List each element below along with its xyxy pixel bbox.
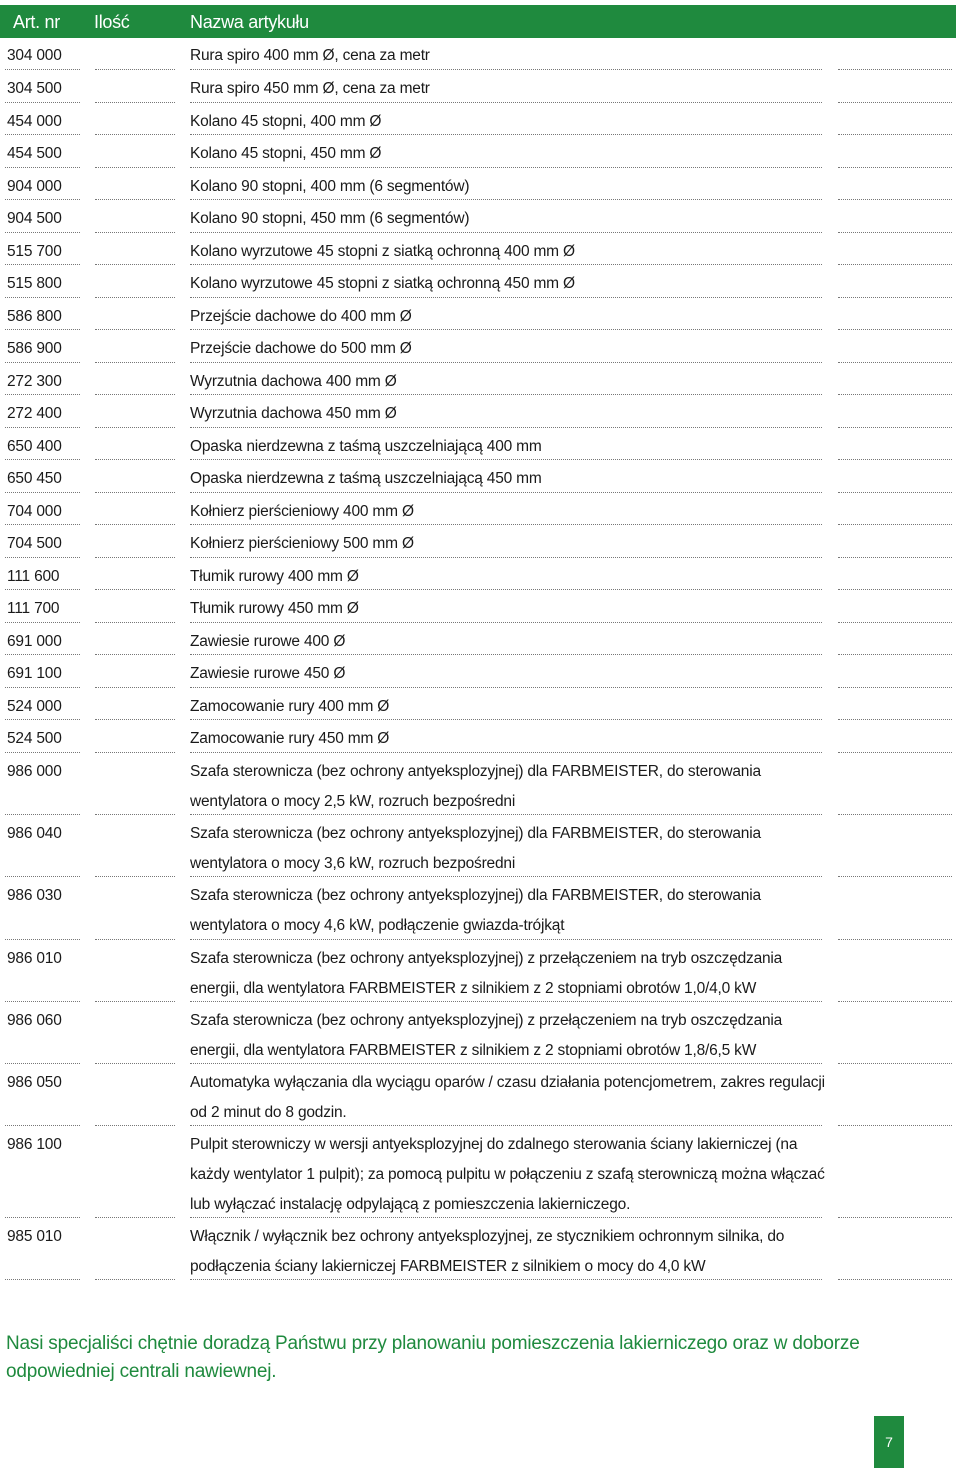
quantity-field[interactable] (95, 134, 175, 135)
dotted-rule (838, 102, 952, 103)
dotted-rule (838, 1279, 952, 1280)
dotted-rule (190, 492, 822, 493)
table-row (0, 169, 960, 202)
table-row (0, 38, 960, 71)
table-row (0, 104, 960, 137)
table-row (0, 136, 960, 169)
dotted-rule (838, 232, 952, 233)
article-name: Przejście dachowe do 400 mm Ø (190, 307, 412, 325)
article-name: Pulpit sterowniczy w wersji antyeksplozyjnej do zdalnego sterowania ściany lakierniczej (na każdy wentylator 1 pulpit); za pomocą pulpitu w połączeniu z szafą sterowniczą można włączać lub wyłączać instalację odpylającą z pomieszczenia lakierniczego. (190, 1136, 825, 1213)
dotted-rule (838, 524, 952, 525)
table-row (0, 624, 960, 657)
dotted-rule (5, 199, 80, 200)
dotted-rule (5, 394, 80, 395)
dotted-rule (5, 752, 80, 753)
table-row (0, 1219, 960, 1281)
table-row (0, 816, 960, 879)
dotted-rule (5, 876, 80, 877)
article-name: Automatyka wyłączania dla wyciągu oparów / czasu działania potencjometrem, zakres regulacji od 2 minut do 8 godzin. (190, 1074, 825, 1121)
dotted-rule (190, 1001, 822, 1002)
article-number: 586 800 (7, 307, 62, 325)
article-number: 586 900 (7, 340, 62, 357)
quantity-field[interactable] (95, 1125, 175, 1126)
article-number: 986 010 (7, 949, 62, 967)
dotted-rule (5, 1279, 80, 1280)
dotted-rule (838, 167, 952, 168)
dotted-rule (190, 134, 822, 135)
dotted-rule (5, 492, 80, 493)
dotted-rule (190, 264, 822, 265)
dotted-rule (5, 134, 80, 135)
article-name: Włącznik / wyłącznik bez ochrony antyeksplozyjnej, ze stycznikiem ochronnym silnika, do podłączenia ściany lakierniczej FARBMEISTER z silnikiem o mocy do 4,0 kW (190, 1228, 785, 1275)
dotted-rule (5, 264, 80, 265)
quantity-field[interactable] (95, 69, 175, 70)
article-number: 704 000 (7, 502, 62, 520)
article-name: Kolano wyrzutowe 45 stopni z siatką ochronną 450 mm Ø (190, 275, 575, 292)
dotted-rule (5, 232, 80, 233)
table-row (0, 941, 960, 1004)
article-name: Szafa sterownicza (bez ochrony antyeksplozyjnej) dla FARBMEISTER, do sterowania wentylatora o mocy 2,5 kW, rozruch bezpośredni (190, 762, 761, 810)
dotted-rule (838, 1063, 952, 1064)
article-number: 524 000 (7, 697, 62, 715)
article-number: 986 000 (7, 762, 62, 780)
article-name: Kolano 90 stopni, 450 mm (6 segmentów) (190, 210, 470, 227)
table-row (0, 494, 960, 527)
article-name: Tłumik rurowy 450 mm Ø (190, 600, 359, 617)
dotted-rule (190, 589, 822, 590)
article-number: 524 500 (7, 730, 62, 747)
dotted-rule (190, 199, 822, 200)
quantity-field[interactable] (95, 589, 175, 590)
article-number: 986 060 (7, 1012, 62, 1029)
dotted-rule (190, 654, 822, 655)
dotted-rule (190, 459, 822, 460)
article-number: 650 450 (7, 470, 62, 487)
dotted-rule (190, 69, 822, 70)
quantity-field[interactable] (95, 687, 175, 688)
article-number: 904 000 (7, 177, 62, 195)
quantity-field[interactable] (95, 719, 175, 720)
quantity-field[interactable] (95, 264, 175, 265)
quantity-field[interactable] (95, 1001, 175, 1002)
quantity-field[interactable] (95, 557, 175, 558)
dotted-rule (838, 492, 952, 493)
dotted-rule (5, 1125, 80, 1126)
dotted-rule (5, 459, 80, 460)
quantity-field[interactable] (95, 1217, 175, 1218)
table-row (0, 656, 960, 689)
table-row (0, 526, 960, 559)
table-row (0, 1065, 960, 1127)
article-name: Kolano 45 stopni, 400 mm Ø (190, 112, 382, 130)
article-number: 304 000 (7, 47, 62, 64)
dotted-rule (5, 362, 80, 363)
header-quantity: Ilość (94, 12, 130, 32)
quantity-field[interactable] (95, 167, 175, 168)
article-name: Szafa sterownicza (bez ochrony antyeksplozyjnej) z przełączeniem na tryb oszczędzania energii, dla wentylatora FARBMEISTER z silnikiem z 2 stopniami obrotów 1,0/4,0 kW (190, 949, 783, 997)
table-row (0, 689, 960, 722)
dotted-rule (838, 427, 952, 428)
article-number: 704 500 (7, 535, 62, 552)
dotted-rule (5, 329, 80, 330)
dotted-rule (190, 329, 822, 330)
article-name: Zawiesie rurowe 450 Ø (190, 665, 346, 682)
article-name: Kolano 45 stopni, 450 mm Ø (190, 145, 382, 162)
article-name: Przejście dachowe do 500 mm Ø (190, 340, 412, 357)
quantity-field[interactable] (95, 1063, 175, 1064)
quantity-field[interactable] (95, 939, 175, 940)
dotted-rule (5, 1063, 80, 1064)
dotted-rule (190, 362, 822, 363)
table-row (0, 234, 960, 267)
article-name: Rura spiro 400 mm Ø, cena za metr (190, 47, 430, 64)
article-name: Kolano wyrzutowe 45 stopni z siatką ochronną 400 mm Ø (190, 242, 575, 260)
article-name: Rura spiro 450 mm Ø, cena za metr (190, 80, 430, 97)
dotted-rule (5, 69, 80, 70)
article-name: Tłumik rurowy 400 mm Ø (190, 567, 359, 585)
article-name: Szafa sterownicza (bez ochrony antyeksplozyjnej) dla FARBMEISTER, do sterowania wentylatora o mocy 4,6 kW, podłączenie gwiazda-trójkąt (190, 887, 761, 934)
article-name: Kolano 90 stopni, 400 mm (6 segmentów) (190, 177, 470, 195)
dotted-rule (190, 557, 822, 558)
table-row (0, 721, 960, 754)
dotted-rule (5, 102, 80, 103)
dotted-rule (838, 1001, 952, 1002)
dotted-rule (190, 1125, 822, 1126)
table-row (0, 754, 960, 816)
article-number: 986 040 (7, 824, 62, 842)
quantity-field[interactable] (95, 1279, 175, 1280)
quantity-field[interactable] (95, 394, 175, 395)
dotted-rule (838, 1217, 952, 1218)
table-row (0, 71, 960, 104)
dotted-rule (190, 876, 822, 877)
quantity-field[interactable] (95, 199, 175, 200)
article-number: 454 000 (7, 112, 62, 130)
dotted-rule (838, 687, 952, 688)
dotted-rule (190, 814, 822, 815)
article-number: 304 500 (7, 80, 62, 97)
article-number: 985 010 (7, 1228, 62, 1245)
dotted-rule (838, 362, 952, 363)
table-row (0, 878, 960, 941)
table-row (0, 591, 960, 624)
table-header (0, 5, 956, 38)
dotted-rule (190, 687, 822, 688)
dotted-rule (190, 1063, 822, 1064)
article-number: 986 100 (7, 1136, 62, 1153)
dotted-rule (5, 939, 80, 940)
dotted-rule (190, 752, 822, 753)
dotted-rule (190, 427, 822, 428)
quantity-field[interactable] (95, 492, 175, 493)
article-number: 272 400 (7, 405, 62, 422)
dotted-rule (838, 719, 952, 720)
quantity-field[interactable] (95, 102, 175, 103)
article-number: 515 800 (7, 275, 62, 292)
article-name: Szafa sterownicza (bez ochrony antyeksplozyjnej) z przełączeniem na tryb oszczędzania energii, dla wentylatora FARBMEISTER z silnikiem z 2 stopniami obrotów 1,8/6,5 kW (190, 1012, 783, 1059)
dotted-rule (838, 394, 952, 395)
dotted-rule (838, 199, 952, 200)
dotted-rule (190, 622, 822, 623)
header-article-name: Nazwa artykułu (190, 12, 309, 32)
dotted-rule (5, 687, 80, 688)
article-name: Zamocowanie rury 400 mm Ø (190, 697, 390, 715)
table-row (0, 396, 960, 429)
dotted-rule (190, 939, 822, 940)
quantity-field[interactable] (95, 232, 175, 233)
header-art-nr: Art. nr (13, 12, 60, 32)
page-number: 7 (874, 1416, 904, 1468)
dotted-rule (838, 557, 952, 558)
quantity-field[interactable] (95, 814, 175, 815)
quantity-field[interactable] (95, 297, 175, 298)
table-row (0, 266, 960, 299)
dotted-rule (838, 264, 952, 265)
dotted-rule (838, 814, 952, 815)
article-number: 986 030 (7, 887, 62, 904)
dotted-rule (5, 719, 80, 720)
dotted-rule (190, 232, 822, 233)
article-name: Kołnierz pierścieniowy 400 mm Ø (190, 502, 414, 520)
dotted-rule (190, 1217, 822, 1218)
article-number: 515 700 (7, 242, 62, 260)
article-number: 272 300 (7, 372, 62, 390)
table-row (0, 331, 960, 364)
quantity-field[interactable] (95, 329, 175, 330)
article-number: 691 000 (7, 632, 62, 650)
article-number: 904 500 (7, 210, 62, 227)
dotted-rule (5, 1217, 80, 1218)
table-row (0, 559, 960, 592)
dotted-rule (5, 524, 80, 525)
dotted-rule (5, 427, 80, 428)
dotted-rule (190, 719, 822, 720)
article-name: Zamocowanie rury 450 mm Ø (190, 730, 390, 747)
dotted-rule (838, 297, 952, 298)
dotted-rule (838, 939, 952, 940)
quantity-field[interactable] (95, 876, 175, 877)
dotted-rule (5, 1001, 80, 1002)
dotted-rule (838, 654, 952, 655)
dotted-rule (5, 557, 80, 558)
dotted-rule (5, 589, 80, 590)
dotted-rule (5, 654, 80, 655)
dotted-rule (190, 297, 822, 298)
dotted-rule (838, 134, 952, 135)
article-name: Zawiesie rurowe 400 Ø (190, 632, 346, 650)
article-name: Opaska nierdzewna z taśmą uszczelniającą 450 mm (190, 470, 542, 487)
dotted-rule (190, 1279, 822, 1280)
article-table (0, 38, 960, 1281)
quantity-field[interactable] (95, 752, 175, 753)
dotted-rule (5, 167, 80, 168)
dotted-rule (5, 814, 80, 815)
dotted-rule (838, 589, 952, 590)
quantity-field[interactable] (95, 459, 175, 460)
article-number: 986 050 (7, 1074, 62, 1091)
dotted-rule (838, 622, 952, 623)
article-number: 454 500 (7, 145, 62, 162)
quantity-field[interactable] (95, 654, 175, 655)
dotted-rule (838, 459, 952, 460)
article-name: Wyrzutnia dachowa 450 mm Ø (190, 405, 397, 422)
table-row (0, 1003, 960, 1065)
article-number: 111 600 (7, 567, 60, 585)
dotted-rule (190, 394, 822, 395)
article-number: 650 400 (7, 437, 62, 455)
dotted-rule (5, 622, 80, 623)
article-name: Kołnierz pierścieniowy 500 mm Ø (190, 535, 414, 552)
dotted-rule (190, 167, 822, 168)
article-number: 111 700 (7, 600, 60, 617)
quantity-field[interactable] (95, 524, 175, 525)
dotted-rule (190, 524, 822, 525)
dotted-rule (838, 329, 952, 330)
table-row (0, 1127, 960, 1219)
table-row (0, 201, 960, 234)
dotted-rule (838, 69, 952, 70)
table-row (0, 364, 960, 397)
table-row (0, 299, 960, 332)
table-row (0, 461, 960, 494)
dotted-rule (838, 1125, 952, 1126)
dotted-rule (190, 102, 822, 103)
quantity-field[interactable] (95, 362, 175, 363)
dotted-rule (5, 297, 80, 298)
footer-note: Nasi specjaliści chętnie doradzą Państwu przy planowaniu pomieszczenia lakierniczego oraz w doborze odpowiedniej centrali nawiewnej. (6, 1333, 860, 1382)
article-name: Opaska nierdzewna z taśmą uszczelniającą 400 mm (190, 437, 542, 455)
quantity-field[interactable] (95, 427, 175, 428)
dotted-rule (838, 876, 952, 877)
quantity-field[interactable] (95, 622, 175, 623)
table-row (0, 429, 960, 462)
dotted-rule (838, 752, 952, 753)
article-name: Szafa sterownicza (bez ochrony antyeksplozyjnej) dla FARBMEISTER, do sterowania wentylatora o mocy 3,6 kW, rozruch bezpośredni (190, 824, 761, 872)
article-number: 691 100 (7, 665, 62, 682)
article-name: Wyrzutnia dachowa 400 mm Ø (190, 372, 397, 390)
